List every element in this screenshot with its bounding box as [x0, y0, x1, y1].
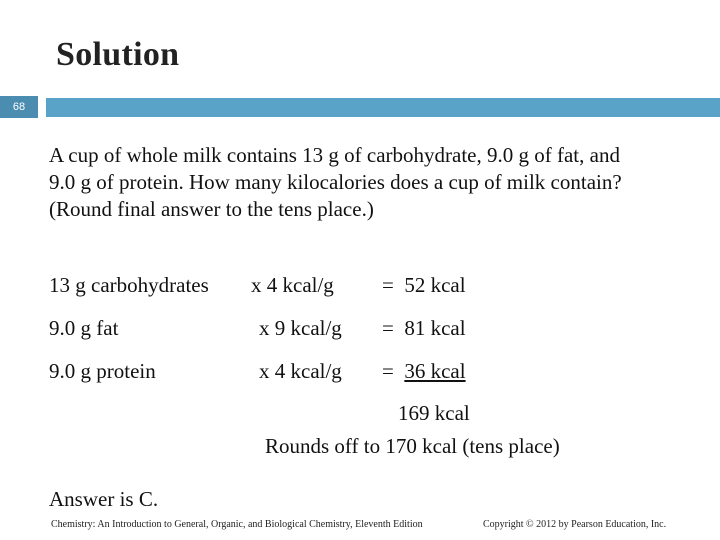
slide-title: Solution: [56, 36, 180, 73]
header-bar: [46, 98, 720, 117]
question-text: A cup of whole milk contains 13 g of carbohydrate, 9.0 g of fat, and 9.0 g of protein. How many kilocalories does a cup of milk contain? (Round final answer to the tens place.): [49, 143, 622, 221]
footer-book-title: Chemistry: An Introduction to General, Organic, and Biological Chemistry, Eleventh Edition: [51, 519, 423, 530]
calc-result: [382, 273, 466, 298]
calc-equals: =: [382, 359, 394, 383]
calc-item: 9.0 g fat: [49, 316, 119, 340]
calc-multiplier: x 9 kcal/g: [259, 316, 342, 340]
calc-multiplier: x 4 kcal/g: [251, 273, 334, 297]
calc-value: 81 kcal: [404, 316, 466, 340]
calc-result: [382, 359, 466, 384]
slide-number: 68: [0, 96, 38, 118]
calc-rounded: Rounds off to 170 kcal (tens place): [265, 434, 560, 458]
calc-total: 169 kcal: [398, 401, 470, 425]
answer-text: Answer is C.: [49, 487, 159, 511]
calc-item: 9.0 g protein: [49, 359, 156, 383]
calc-multiplier: x 4 kcal/g: [259, 359, 342, 383]
calc-value: 52 kcal: [404, 273, 466, 297]
calc-equals: =: [382, 273, 394, 297]
footer-copyright: Copyright © 2012 by Pearson Education, Inc.: [483, 519, 667, 530]
calc-value: 36 kcal: [404, 359, 466, 383]
calc-result: [382, 316, 466, 341]
calc-equals: =: [382, 316, 394, 340]
calc-item: 13 g carbohydrates: [49, 273, 209, 297]
